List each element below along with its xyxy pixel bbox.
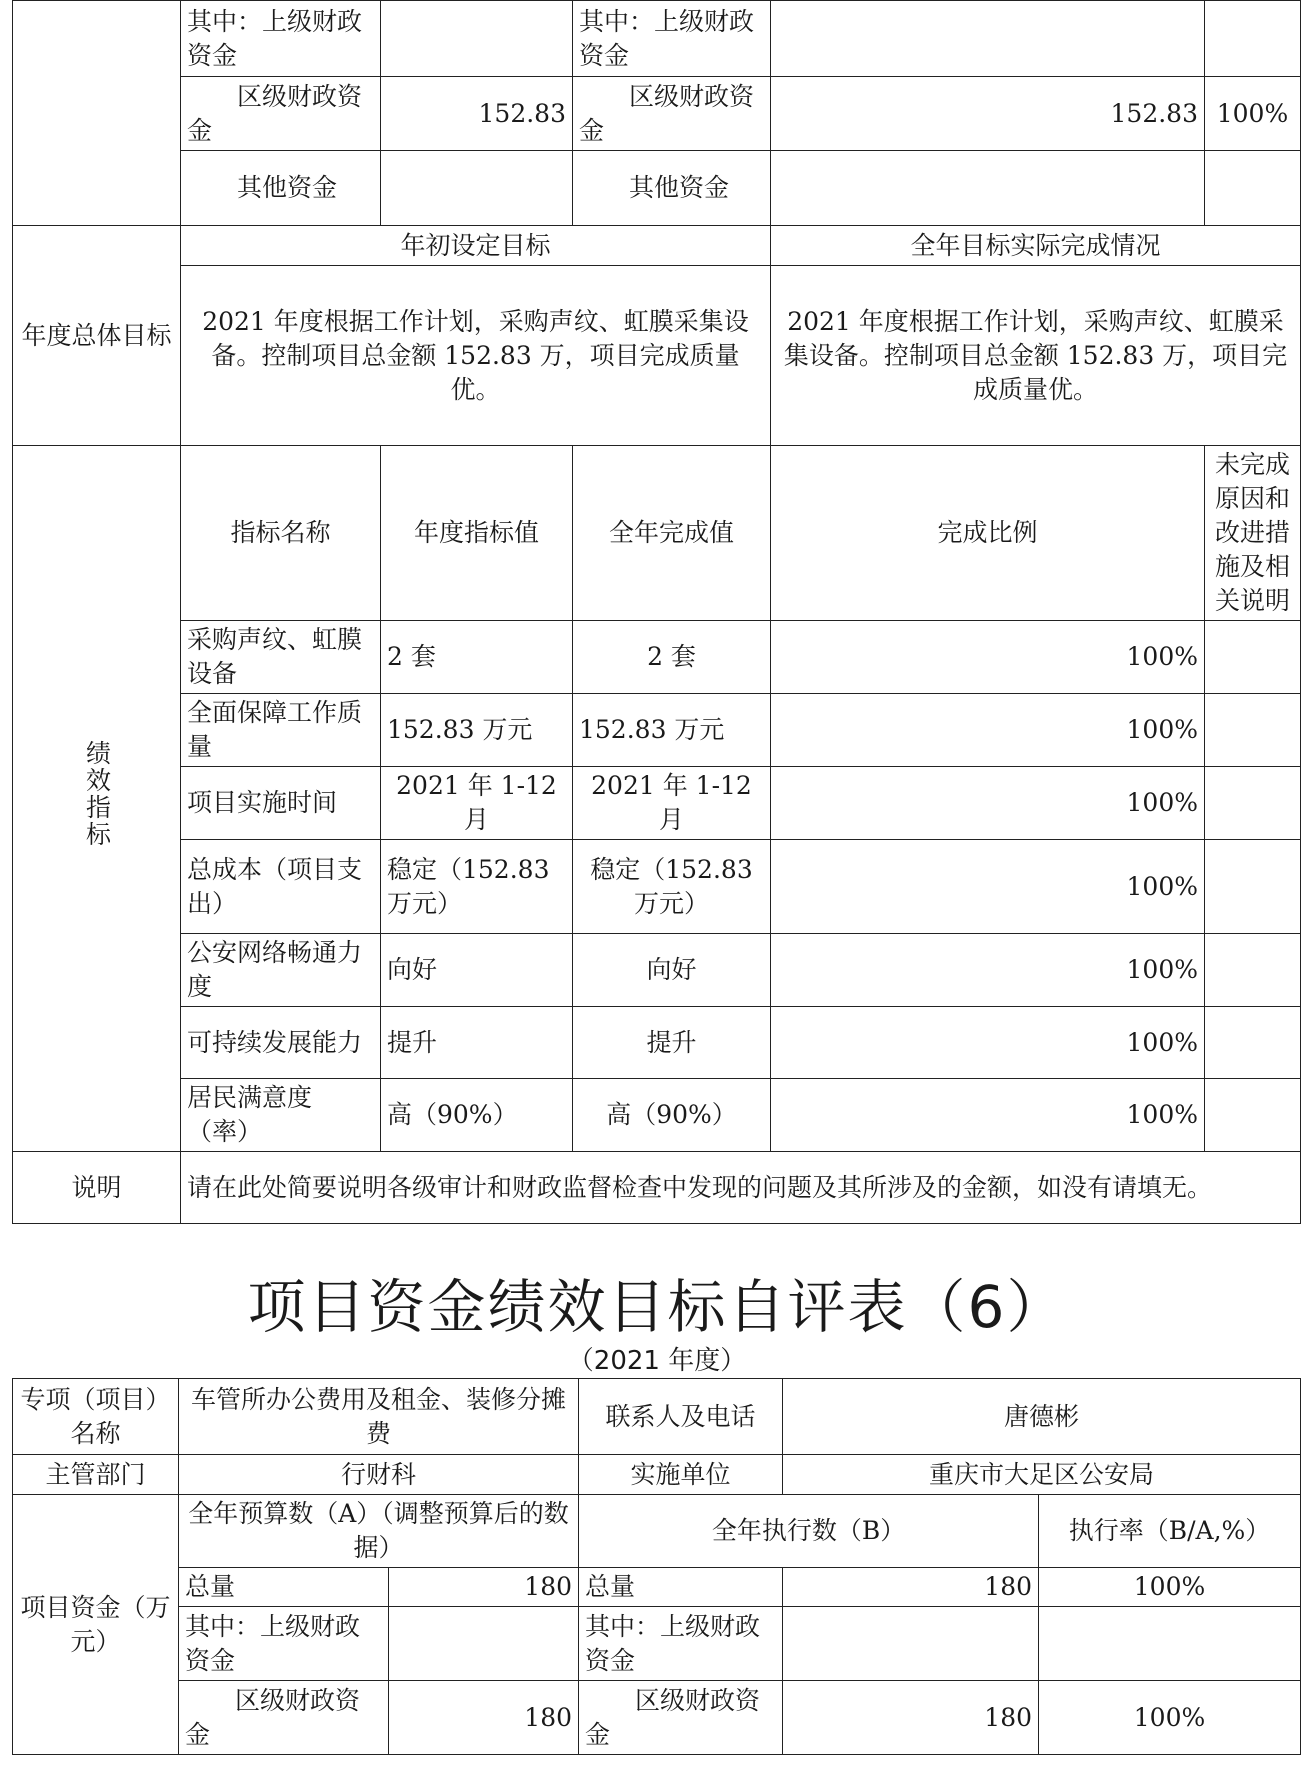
form6-title: 项目资金绩效目标自评表（6） bbox=[247, 1273, 1067, 1341]
goal-row-label: 年度总体目标 bbox=[13, 226, 181, 446]
exec-label: 其中：上级财政资金 bbox=[573, 1, 771, 77]
funds-row-district bbox=[13, 1681, 1301, 1755]
dept-row bbox=[13, 1455, 1301, 1495]
budget-value bbox=[381, 151, 573, 226]
indicator-actual: 提升 bbox=[573, 1007, 771, 1079]
indicator-row-label-text: 绩效指标 bbox=[82, 740, 112, 848]
exec-label: 总量 bbox=[579, 1568, 783, 1607]
indicator-ratio: 100% bbox=[771, 621, 1205, 694]
indicator-target: 2 套 bbox=[381, 621, 573, 694]
funding-row-other bbox=[13, 151, 1301, 226]
budget-value: 180 bbox=[389, 1681, 579, 1755]
indicator-name: 全面保障工作质量 bbox=[181, 694, 381, 767]
indicator-actual: 高（90%） bbox=[573, 1079, 771, 1152]
indicator-name: 总成本（项目支出） bbox=[181, 840, 381, 934]
indicator-header-name: 指标名称 bbox=[181, 446, 381, 621]
exec-rate bbox=[1205, 151, 1301, 226]
budget-value: 152.83 bbox=[381, 77, 573, 151]
indicator-note bbox=[1205, 621, 1301, 694]
indicator-row bbox=[13, 621, 1301, 694]
goal-planned-text: 2021 年度根据工作计划，采购声纹、虹膜采集设备。控制项目总金额 152.83 万，项目完成质量优。 bbox=[181, 266, 771, 446]
form6-table bbox=[12, 1378, 1301, 1755]
exec-rate: 100% bbox=[1039, 1681, 1301, 1755]
indicator-row bbox=[13, 1007, 1301, 1079]
indicator-target: 152.83 万元 bbox=[381, 694, 573, 767]
dept-label: 主管部门 bbox=[13, 1455, 179, 1495]
budget-label: 其他资金 bbox=[181, 151, 381, 226]
indicator-name: 可持续发展能力 bbox=[181, 1007, 381, 1079]
performance-table bbox=[12, 0, 1301, 1224]
indicator-note bbox=[1205, 694, 1301, 767]
exec-label: 区级财政资金 bbox=[579, 1681, 783, 1755]
indicator-note bbox=[1205, 1007, 1301, 1079]
budget-label: 其中：上级财政资金 bbox=[181, 1, 381, 77]
indicator-ratio: 100% bbox=[771, 694, 1205, 767]
indicator-target: 2021 年 1-12 月 bbox=[381, 767, 573, 840]
funds-row-upper bbox=[13, 1607, 1301, 1681]
indicator-row bbox=[13, 1079, 1301, 1152]
indicator-ratio: 100% bbox=[771, 1007, 1205, 1079]
exec-value bbox=[771, 1, 1205, 77]
funding-row-district bbox=[13, 77, 1301, 151]
indicator-actual: 2 套 bbox=[573, 621, 771, 694]
budget-header: 全年预算数（A）（调整预算后的数据） bbox=[179, 1495, 579, 1568]
goal-text-row bbox=[13, 266, 1301, 446]
project-label: 专项（项目）名称 bbox=[13, 1379, 179, 1455]
funding-label-cell bbox=[13, 1, 181, 226]
rate-header: 执行率（B/A,%） bbox=[1039, 1495, 1301, 1568]
exec-header: 全年执行数（B） bbox=[579, 1495, 1039, 1568]
indicator-actual: 2021 年 1-12 月 bbox=[573, 767, 771, 840]
budget-label: 区级财政资金 bbox=[181, 77, 381, 151]
indicator-note bbox=[1205, 1079, 1301, 1152]
unit-value: 重庆市大足区公安局 bbox=[783, 1455, 1301, 1495]
indicator-actual: 稳定（152.83 万元） bbox=[573, 840, 771, 934]
indicator-name: 居民满意度（率） bbox=[181, 1079, 381, 1152]
indicator-row bbox=[13, 767, 1301, 840]
contact-label: 联系人及电话 bbox=[579, 1379, 783, 1455]
indicator-actual: 152.83 万元 bbox=[573, 694, 771, 767]
indicator-header-row bbox=[13, 446, 1301, 621]
exec-rate bbox=[1205, 1, 1301, 77]
budget-label: 总量 bbox=[179, 1568, 389, 1607]
form6-subtitle: （2021 年度） bbox=[567, 1346, 747, 1376]
indicator-target: 向好 bbox=[381, 934, 573, 1007]
exec-value: 180 bbox=[783, 1681, 1039, 1755]
project-name: 车管所办公费用及租金、装修分摊费 bbox=[179, 1379, 579, 1455]
goal-planned-header: 年初设定目标 bbox=[181, 226, 771, 266]
budget-value: 180 bbox=[389, 1568, 579, 1607]
funds-header-row bbox=[13, 1495, 1301, 1568]
indicator-row-label bbox=[13, 446, 181, 1152]
indicator-ratio: 100% bbox=[771, 934, 1205, 1007]
project-row bbox=[13, 1379, 1301, 1455]
indicator-name: 采购声纹、虹膜设备 bbox=[181, 621, 381, 694]
exec-value bbox=[783, 1607, 1039, 1681]
indicator-header-actual: 全年完成值 bbox=[573, 446, 771, 621]
exec-value: 180 bbox=[783, 1568, 1039, 1607]
exec-label: 区级财政资金 bbox=[573, 77, 771, 151]
exec-value: 152.83 bbox=[771, 77, 1205, 151]
indicator-header-note: 未完成原因和改进措施及相关说明 bbox=[1205, 446, 1301, 621]
dept-value: 行财科 bbox=[179, 1455, 579, 1495]
explanation-text: 请在此处简要说明各级审计和财政监督检查中发现的问题及其所涉及的金额，如没有请填无。 bbox=[181, 1152, 1301, 1224]
indicator-name: 公安网络畅通力度 bbox=[181, 934, 381, 1007]
indicator-note bbox=[1205, 767, 1301, 840]
indicator-row bbox=[13, 934, 1301, 1007]
funding-row-upper bbox=[13, 1, 1301, 77]
indicator-actual: 向好 bbox=[573, 934, 771, 1007]
goal-header-row bbox=[13, 226, 1301, 266]
unit-label: 实施单位 bbox=[579, 1455, 783, 1495]
budget-value bbox=[389, 1607, 579, 1681]
explanation-row bbox=[13, 1152, 1301, 1224]
explanation-label: 说明 bbox=[13, 1152, 181, 1224]
indicator-target: 稳定（152.83 万元） bbox=[381, 840, 573, 934]
funds-row-total bbox=[13, 1568, 1301, 1607]
budget-label: 区级财政资金 bbox=[179, 1681, 389, 1755]
exec-rate bbox=[1039, 1607, 1301, 1681]
indicator-header-target: 年度指标值 bbox=[381, 446, 573, 621]
indicator-target: 高（90%） bbox=[381, 1079, 573, 1152]
funds-label: 项目资金（万元） bbox=[13, 1495, 179, 1755]
indicator-ratio: 100% bbox=[771, 767, 1205, 840]
contact-value: 唐德彬 bbox=[783, 1379, 1301, 1455]
indicator-name: 项目实施时间 bbox=[181, 767, 381, 840]
budget-label: 其中：上级财政资金 bbox=[179, 1607, 389, 1681]
exec-label: 其中：上级财政资金 bbox=[579, 1607, 783, 1681]
goal-actual-text: 2021 年度根据工作计划，采购声纹、虹膜采集设备。控制项目总金额 152.83 万，项目完成质量优。 bbox=[771, 266, 1301, 446]
indicator-note bbox=[1205, 840, 1301, 934]
goal-actual-header: 全年目标实际完成情况 bbox=[771, 226, 1301, 266]
indicator-note bbox=[1205, 934, 1301, 1007]
indicator-ratio: 100% bbox=[771, 840, 1205, 934]
indicator-row bbox=[13, 694, 1301, 767]
exec-rate: 100% bbox=[1039, 1568, 1301, 1607]
budget-value bbox=[381, 1, 573, 77]
exec-label: 其他资金 bbox=[573, 151, 771, 226]
indicator-row bbox=[13, 840, 1301, 934]
indicator-target: 提升 bbox=[381, 1007, 573, 1079]
indicator-header-ratio: 完成比例 bbox=[771, 446, 1205, 621]
indicator-ratio: 100% bbox=[771, 1079, 1205, 1152]
exec-rate: 100% bbox=[1205, 77, 1301, 151]
exec-value bbox=[771, 151, 1205, 226]
